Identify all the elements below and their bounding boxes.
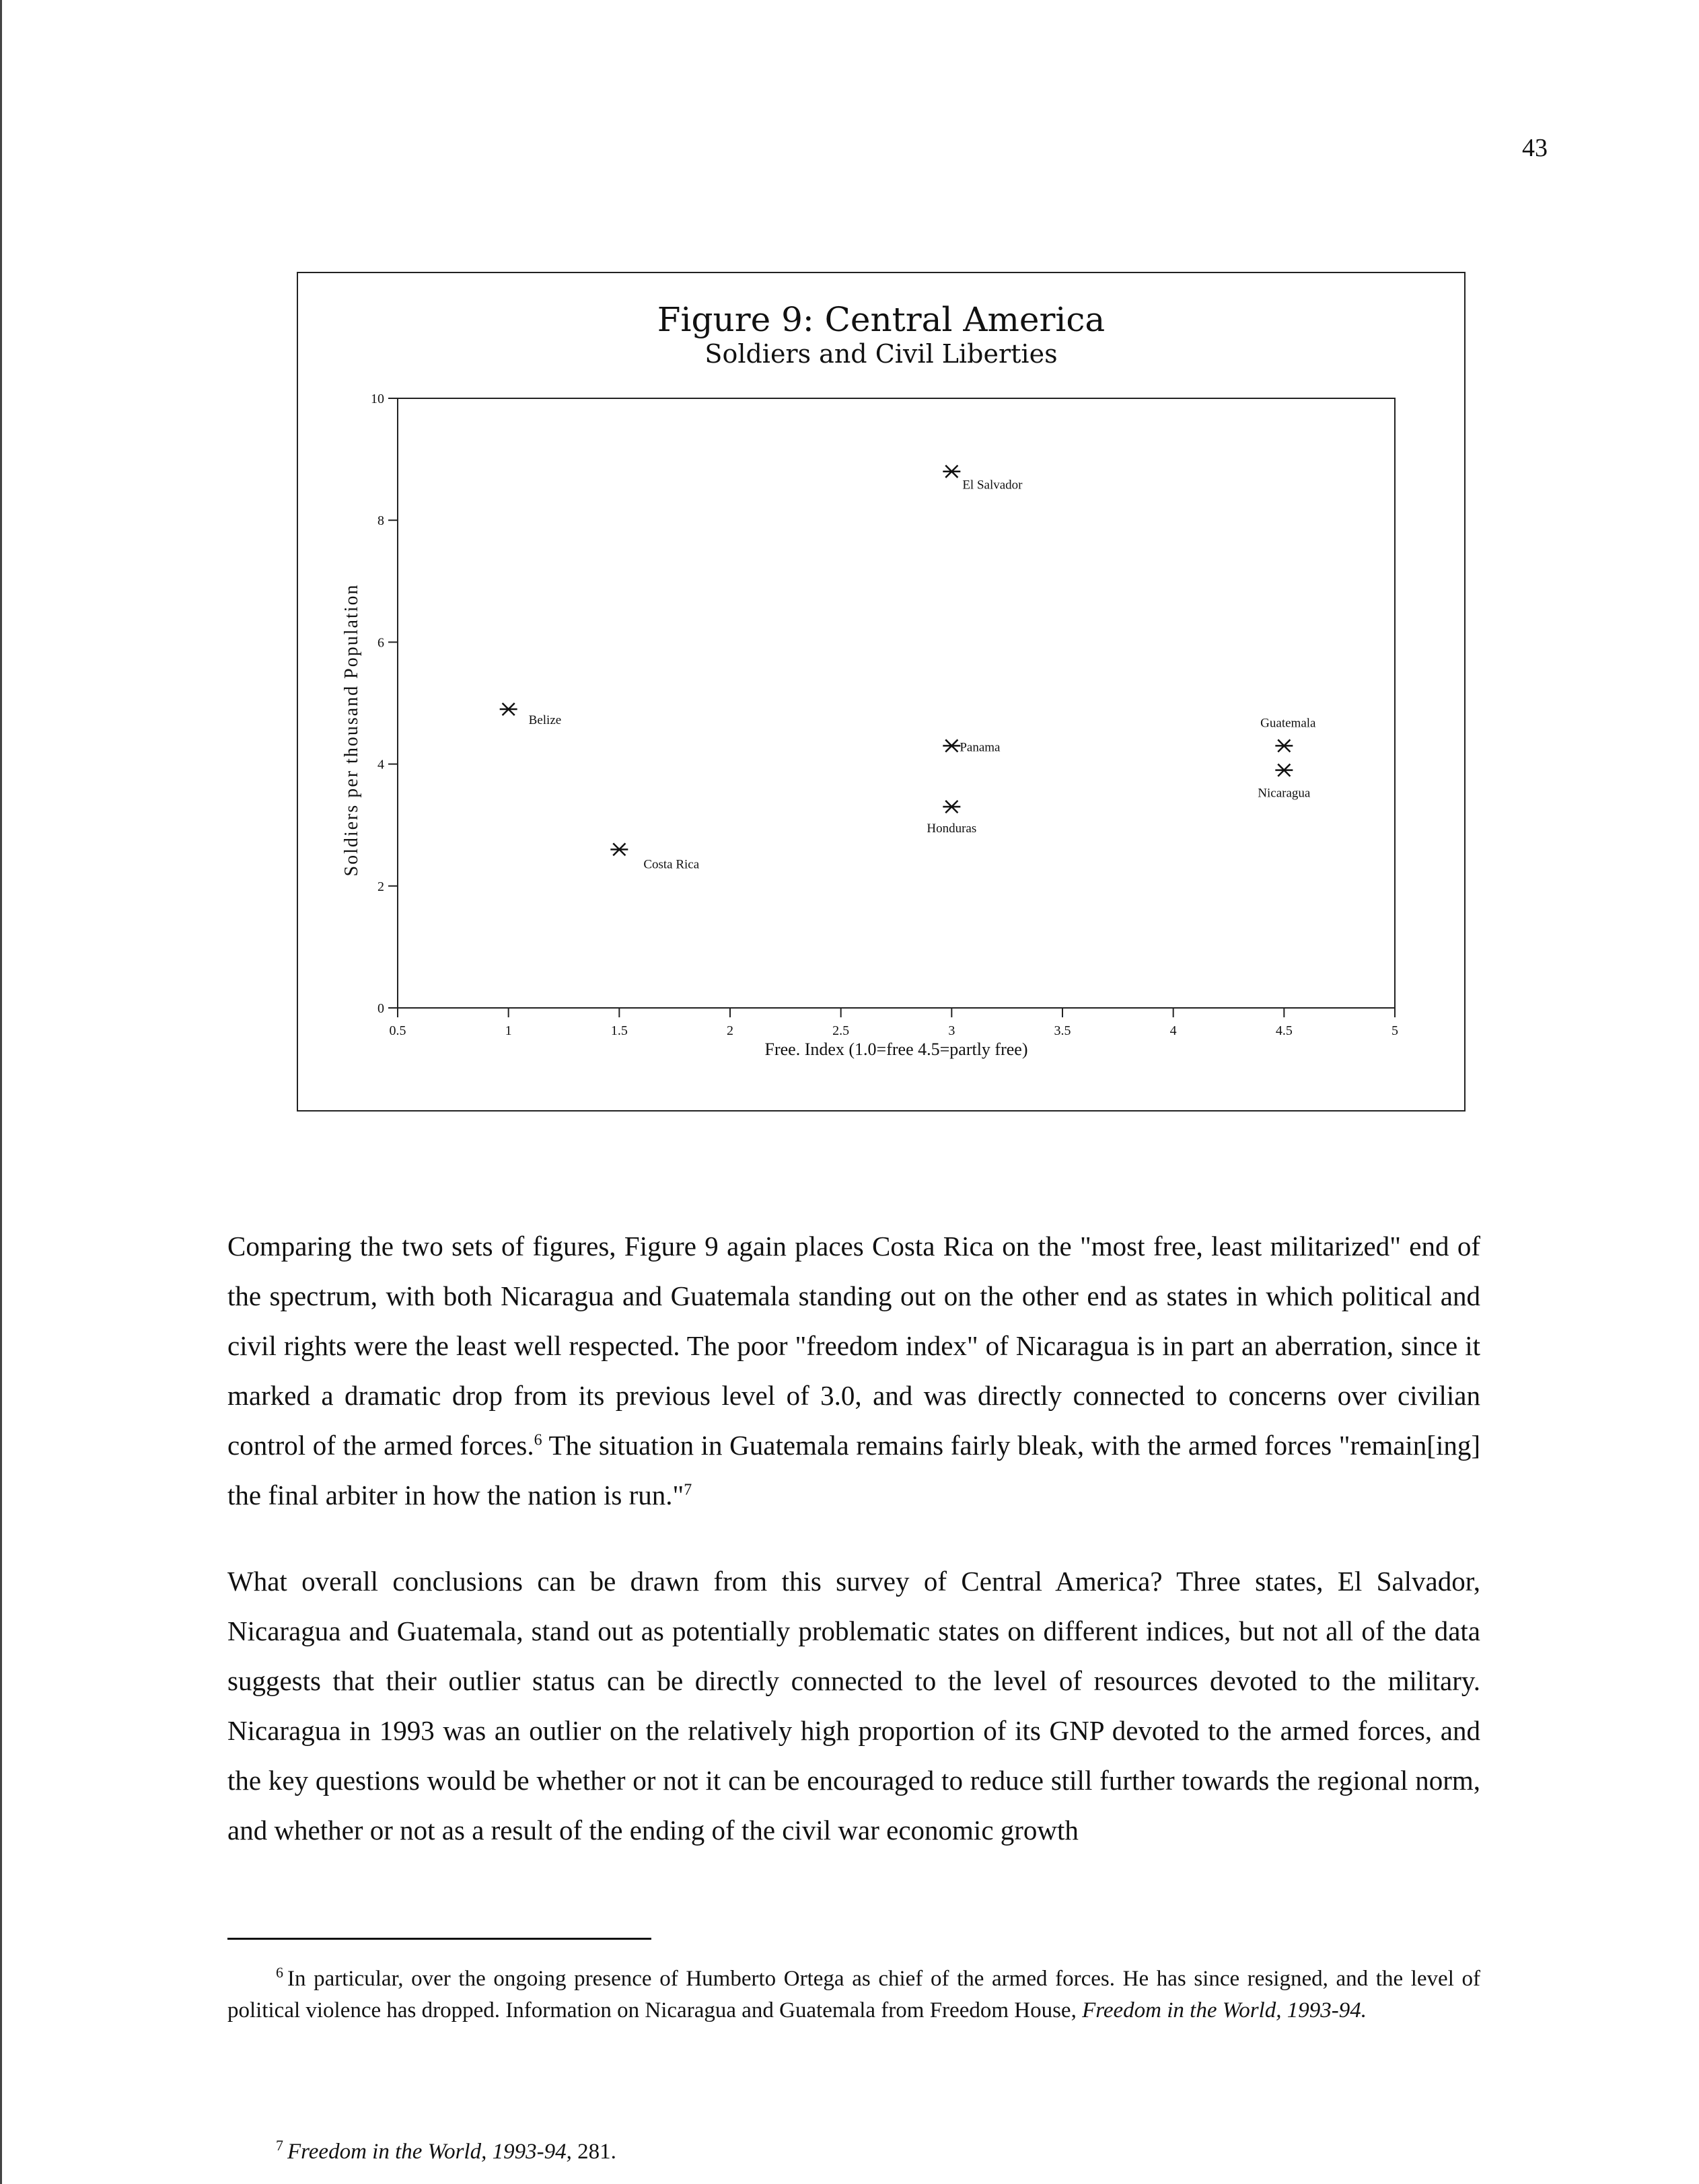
figure-subtitle: Soldiers and Civil Liberties: [704, 339, 1058, 369]
y-axis-label: Soldiers per thousand Population: [341, 583, 362, 877]
x-axis-label: Free. Index (1.0=free 4.5=partly free): [764, 1040, 1028, 1059]
x-tick-label: 2: [727, 1023, 733, 1038]
data-point: [500, 703, 517, 715]
y-tick-label: 10: [371, 392, 384, 406]
footnote-6-number: 6: [276, 1964, 283, 1981]
scatter-chart: [298, 273, 1464, 1110]
point-label: El Salvador: [962, 478, 1023, 493]
y-tick-label: 0: [377, 1001, 384, 1016]
point-label: Guatemala: [1260, 716, 1316, 731]
x-tick-label: 1: [505, 1023, 512, 1038]
data-point: [1275, 764, 1293, 776]
page-number: 43: [1522, 134, 1548, 162]
plot-area-frame: [398, 398, 1395, 1008]
footnote-6-text: In particular, over the ongoing presence of Humberto Ortega as chief of the armed forces. He has since resigned, and the level of political violence has dropped. Information on Nicaragua and Guatemala from Freedom House,: [227, 1967, 1480, 2023]
footnote-7-source-title: Freedom in the World, 1993-94,: [287, 2140, 572, 2164]
paragraph-1-text: Comparing the two sets of figures, Figure 9 again places Costa Rica on the "most free, least militarized" end of the spectrum, with both Nicaragua and Guatemala standing out on the other end as states in which political and civil rights were the least well respected. The poor "freedom index" of Nicaragua is in part an aberration, since it marked a dramatic drop from its previous level of 3.0, and was directly connected to concerns over civilian control of the armed forces.: [227, 1231, 1480, 1461]
x-tick-label: 4: [1169, 1023, 1177, 1038]
paragraph-2-text: What overall conclusions can be drawn from this survey of Central America? Three states, El Salvador, Nicaragua and Guatemala, stand out as potentially problematic states on different indices, but not all of the data suggests that their outlier status can be directly connected to the level of resources devoted to the military. Nicaragua in 1993 was an outlier on the relatively high proportion of its GNP devoted to the armed forces, and the key questions would be whether or not it can be encouraged to reduce still further towards the regional norm, and whether or not as a result of the ending of the civil war economic growth: [227, 1566, 1480, 1846]
y-tick-label: 4: [377, 757, 384, 772]
y-tick-label: 6: [377, 635, 384, 651]
data-point: [943, 466, 960, 478]
paragraph-2: [227, 1556, 1480, 1855]
paragraph-1: [227, 1221, 1480, 1520]
data-point: [943, 801, 960, 813]
x-tick-label: 3.5: [1054, 1023, 1071, 1038]
footnote-divider: [227, 1938, 651, 1940]
x-tick-label: 1.5: [610, 1023, 628, 1038]
figure-title: Figure 9: Central America: [657, 300, 1106, 339]
figure-frame: [297, 272, 1466, 1112]
footnote-ref-7: 7: [684, 1481, 692, 1499]
x-tick-label: 5: [1391, 1023, 1398, 1038]
x-tick-label: 3: [948, 1023, 955, 1038]
point-label: Costa Rica: [643, 857, 700, 872]
y-tick-label: 2: [377, 879, 384, 894]
x-tick-label: 2.5: [832, 1023, 850, 1038]
data-point: [610, 843, 628, 855]
x-tick-label: 0.5: [389, 1023, 406, 1038]
point-label: Belize: [528, 713, 562, 728]
x-tick-label: 4.5: [1275, 1023, 1293, 1038]
point-label: Honduras: [927, 822, 977, 836]
footnote-7: [227, 2136, 1480, 2168]
footnote-7-text: 281.: [571, 2140, 616, 2164]
footnote-ref-6: 6: [534, 1431, 542, 1449]
paragraph-1-text-b: The situation in Guatemala remains fairly bleak, with the armed forces "remain[ing] the final arbiter in how the nation is run.": [227, 1430, 1480, 1510]
footnote-6-source-title: Freedom in the World, 1993-94.: [1082, 1998, 1367, 2023]
point-label: Panama: [960, 740, 1001, 755]
data-point: [1275, 739, 1293, 752]
point-label: Nicaragua: [1258, 786, 1311, 801]
y-tick-label: 8: [377, 513, 384, 529]
scan-edge: [0, 0, 2, 2184]
data-point: [943, 739, 960, 752]
footnote-6: [227, 1963, 1480, 2027]
footnote-7-number: 7: [276, 2137, 283, 2154]
